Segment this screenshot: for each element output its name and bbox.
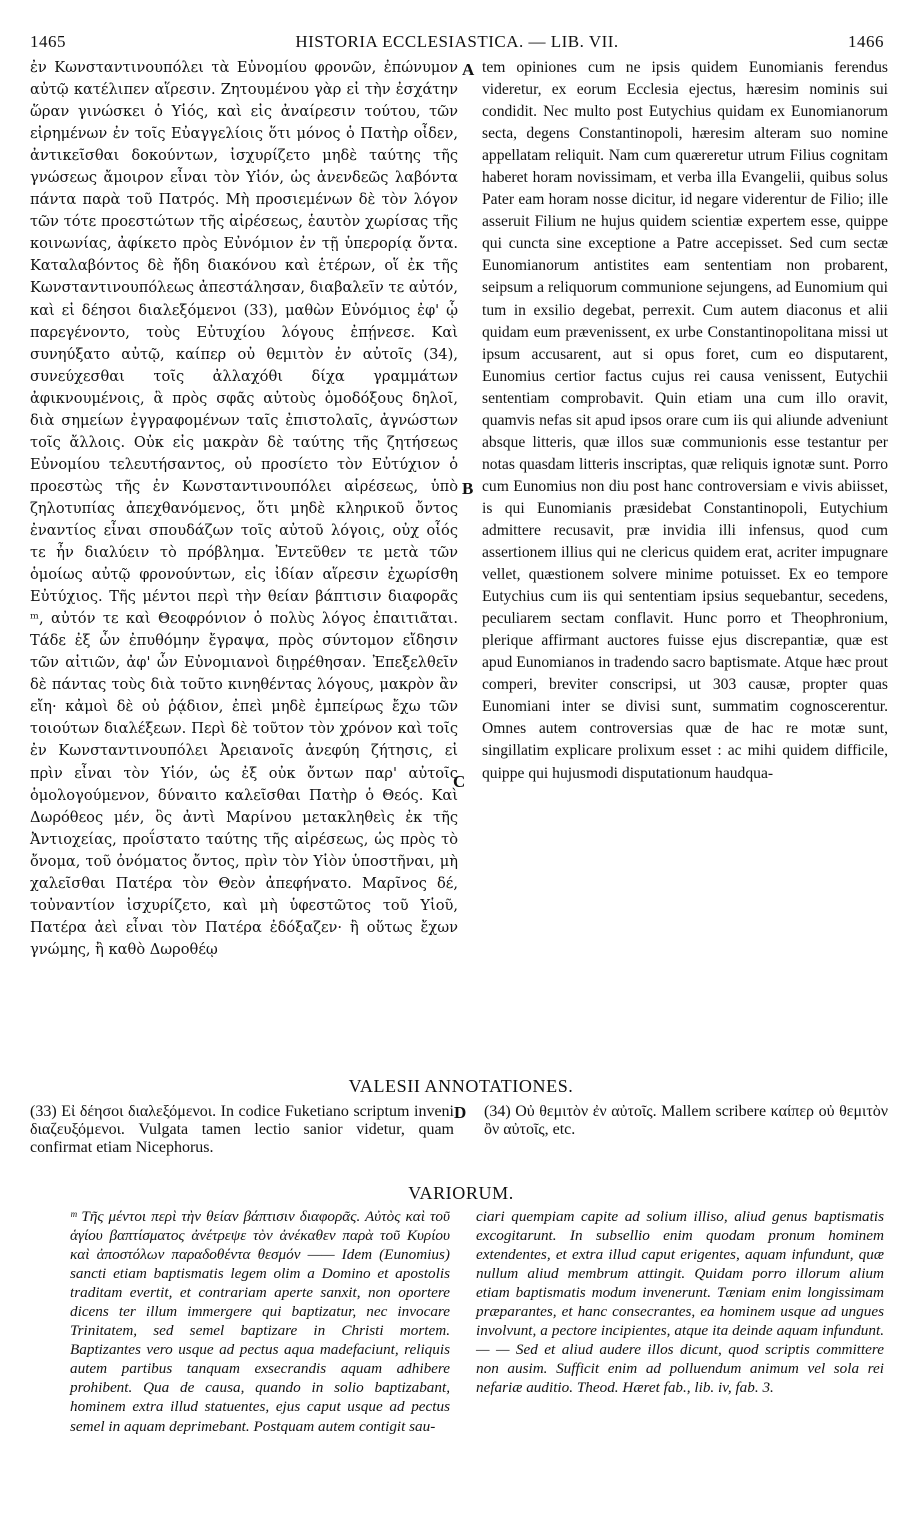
variorum-note-right: ciari quempiam capite ad solium illiso, aliud genus baptismatis excogitarunt. In subsellio enim quodam pronum hominem extendentes, et extra illud caput erigentes, aquam infundunt, quæ nullum aliud membrum attingit. Quidam porro illorum alium etiam baptismatis modum invenerunt. Tæniam enim longissimam præparantes, et hanc consecrantes, ea hominem usque ad ungues involvunt, a pectore incipientes, atque ita deinde aquam infundunt. — — Sed et aliud audere illos dicunt, quod scriptis committere non ausim. Sufficit enim ad polluendum animum vel sola rei nefariæ auditio. Theod. Hæret fab., lib. iv, fab. 3. [476, 1208, 884, 1397]
running-header [30, 32, 884, 56]
running-title: HISTORIA ECCLESIASTICA. — LIB. VII. [295, 32, 619, 51]
margin-marker-a: A [462, 60, 475, 79]
margin-marker-d: D [454, 1103, 467, 1122]
annotation-33: (33) Εἰ δέησοι διαλεξόμενοι. In codice Fuketiano scriptum inveni διαζευξόμενοι. Vulgata tamen lectio sanior videtur, quam confirmat etiam Nicephorus. [30, 1103, 454, 1157]
page-number-left: 1465 [30, 32, 66, 51]
margin-marker-b: B [462, 479, 474, 498]
variorum-note-left: ᵐ Τῆς μέντοι περὶ τὴν θείαν βάπτισιν διαφορᾶς. Αὐτὸς καὶ τοῦ ἁγίου βαπτίσματος ἀνέτρεψε τὸν ἀνέκαθεν παρὰ τοῦ Κυρίου καὶ ἀποστόλων παραδοθέντα θεσμόν —— Idem (Eunomius) sancti etiam baptismatis legem olim a Domino et apostolis traditam evertit, et contrariam aperte sanxit, non oportere dicens ter illum immergere qui baptizatur, nec invocare Trinitatem, sed semel baptizare in Christi mortem. Baptizantes vero usque ad pectus aqua madefaciunt, reliquis autem partibus tanquam exsecrandis aquam adhibere prohibent. Qua de causa, quando in solio baptizabant, hominem extra illud statuentes, ejus caput usque ad pectus semel in aquam deprimebant. Postquam autem contigit sau- [70, 1208, 450, 1435]
greek-column: ἐν Κωνσταντινουπόλει τὰ Εὐνομίου φρονῶν, ἐπώνυμον αὐτῷ κατέλιπεν αἵρεσιν. Ζητουμένου γὰρ εἰ τὴν ἐσχάτην ὥραν γινώσκει ὁ Υἱός, καὶ εἰς ἀναίρεσιν τούτου, τῶν εἰρημένων ἐν τοῖς Εὐαγγελίοις ὅτι μόνος ὁ Πατὴρ οἶδεν, ἀντικεῖσθαι δοκούντων, ἰσχυρίζετο μηδὲ ταύτης τῆς γνώσεως ἄμοιρον εἶναι τὸν Υἱόν, ὡς ἀνενδεῶς λαβόντα πάντα παρὰ τοῦ Πατρός. Μὴ προσιεμένων δὲ τὸν λόγον τῶν τότε προεστώτων τῆς αἱρέσεως, ἑαυτὸν χωρίσας τῆς κοινωνίας, ἀφίκετο πρὸς Εὐνόμιον ἐν τῇ ὑπερορίᾳ ὄντα. Καταλαβόντος δὲ ἤδη διακόνου καὶ ἑτέρων, οἵ ἐκ τῆς Κωνσταντινουπόλεως ἀπεστάλησαν, διαβαλεῖν τε αὐτόν, καὶ εἰ δέησοι διαλεξόμενοι (33), μαθὼν Εὐνόμιος ἐφ' ᾧ παρεγένοντο, τοὺς Εὐτυχίου λόγους ἐπῄνεσε. Καὶ συνηύξατο αὐτῷ, καίπερ οὐ θεμιτὸν ἐν αὐτοῖς (34), συνεύχεσθαι τοῖς ἀλλαχόθι δίχα γραμμάτων ἀφικνουμένοις, ἃ πρὸς σφᾶς αὐτοὺς ὁμοδόξους δηλοῖ, διὰ σημείων ἐγγραφομένων ταῖς ἐπιστολαῖς, ἀγνώστων τοῖς ἄλλοις. Οὐκ εἰς μακρὰν δὲ ταύτης τῆς ζητήσεως Εὐνομίου τελευτήσαντος, οὐ προσίετο τὸν Εὐτύχιον ὁ προεστὼς τῆς ἐν Κωνσταντινουπόλει αἱρέσεως, ὑπὸ ζηλοτυπίας ἀπεχθανόμενος, ὅτι μηδὲ κληρικοῦ ὄντος ἐναντίος εἶναι σπουδάζων τοῖς αὐτοῦ λόγοις, οὐχ οἷός τε ἦν διαλύειν τὸ πρόβλημα. Ἐντεῦθεν τε μετὰ τῶν ὁμοίως αὐτῷ φρονούντων, εἰς ἰδίαν αἵρεσιν ἐχωρίσθη Εὐτύχιος. Τῆς μέντοι περὶ τὴν θείαν βάπτισιν διαφορᾶς ᵐ, αὐτόν τε καὶ Θεοφρόνιον ὁ πολὺς λόγος ἐπαιτιᾶται. Τάδε ἐξ ὧν ἐπυθόμην ἔγραψα, πρὸς σύντομον εἴδησιν τῶν αἰτιῶν, ἀφ' ὧν Εὐνομιανοὶ διῃρέθησαν. Ἐπεξελθεῖν δὲ πάντας τοὺς διὰ τοῦτο κινηθέντας λόγους, μακρὸν ἂν εἴη· κἀμοὶ δὲ οὐ ῥᾴδιον, ἐπεὶ μηδὲ ἐμπείρως ἔχω τῶν τοιούτων διαλέξεων. Περὶ δὲ τοῦτον τὸν χρόνον καὶ τοῖς ἐν Κωνσταντινουπόλει Ἀρειανοῖς ἀνεφύη ζήτησις, εἰ πρὶν εἶναι τὸν Υἱόν, ὡς ἐξ οὐκ ὄντων παρ' αὐτοῖς ὁμολογούμενον, δύναιτο καλεῖσθαι Πατὴρ ὁ Θεός. Καὶ Δωρόθεος μέν, ὃς ἀντὶ Μαρίνου μετακληθεὶς ἐκ τῆς Ἀντιοχείας, προΐστατο ταύτης τῆς αἱρέσεως, ὡς πρὸς τὸ ὄνομα, τοῦ ὀνόματος ὄντος, πρὶν τὸν Υἱὸν ὑποστῆναι, μὴ χαλεῖσθαι Πατέρα τὸν Θεὸν ἀπεφήνατο. Μαρῖνος δέ, τοὐναντίον ἰσχυρίζετο, καὶ μὴ ὑφεστῶτος τοῦ Υἱοῦ, Πατέρα ἀεὶ εἶναι τὸν Πατέρα ἐδόξαζεν· ἢ οὕτως ἔχων γνώμης, ἢ καθὸ Δωροθέῳ [30, 59, 458, 958]
variorum-heading: VARIORUM. [408, 1183, 514, 1203]
page-number-right: 1466 [848, 32, 884, 51]
annotation-34: (34) Οὐ θεμιτὸν ἐν αὐτοῖς. Mallem scribere καίπερ οὐ θεμιτὸν ὂν αὐτοῖς, etc. [484, 1103, 888, 1139]
annotations-heading: VALESII ANNOTATIONES. [348, 1076, 574, 1096]
latin-column: tem opiniones cum ne ipsis quidem Eunomianis ferendus videretur, ex eorum Ecclesia ejectus, hæresim nominis sui condidit. Nec multo post Eutychius quidam ex Eunomianorum secta, degens Constantinopoli, hæresim alteram suo nomine appellatam reliquit. Nam cum quæreretur utrum Filius cognitam haberet horam novissimam, et verba illa Evangelii, quibus solus Pater eam horam nosse dicitur, id negare viderentur de Filio; ille asseruit Filium ne hujus quidem scientiæ expertem esse, quippe qui cuncta sine exceptione a Patre accepisset. Sed cum sectæ Eunomianorum antistites eam sententiam non probarent, seipsum a reliquorum communione sejungens, ad Eunomium qui tum in exsilio degebat, perrexit. Cum autem diaconus et alii quidam eum prævenissent, ex urbe Constantinopolitana missi ut ipsum accusarent, aut si opus foret, cum eo disputarent, Eunomius certior factus cujus rei causa venissent, Eutychii sententiam comprobavit. Quin etiam una cum illo oravit, quamvis nefas sit apud ipsos orare cum iis qui aliunde adveniunt absque litteris, quæ illos suæ communionis esse testantur per notas quasdam litteris inscriptas, quæ reliquis ignotæ sunt. Porro cum Eunomius non diu post hanc controversiam e vivis abiisset, is qui Eunomianis præsidebat Constantinopoli, Eutychium admittere recusavit, præ invidia illi infensus, quod cum assertionem illius qui ne clericus quidem erat, acriter impugnare vellet, quæstionem solvere minime potuisset. Ex eo tempore Eutychius cum iis qui sententiam ipsius sequebantur, secedens, peculiarem sectam conflavit. Hunc porro et Theophronium, plerique affirmant auctores fuisse ejus discrepantiæ, quæ est apud Eunomianos in tradendo sacro baptismate. Atque hæc prout comperi, breviter conscripsi, ut 303 causæ, propter quas Eunomiani inter se divisi sunt, summatim cognoscerentur. Omnes autem controversias quæ de hac re motæ sunt, singillatim explicare prolixum esset : ac mihi quidem difficile, quippe qui hujusmodi disputationum haudqua- [482, 59, 888, 782]
margin-marker-c: C [453, 772, 466, 791]
